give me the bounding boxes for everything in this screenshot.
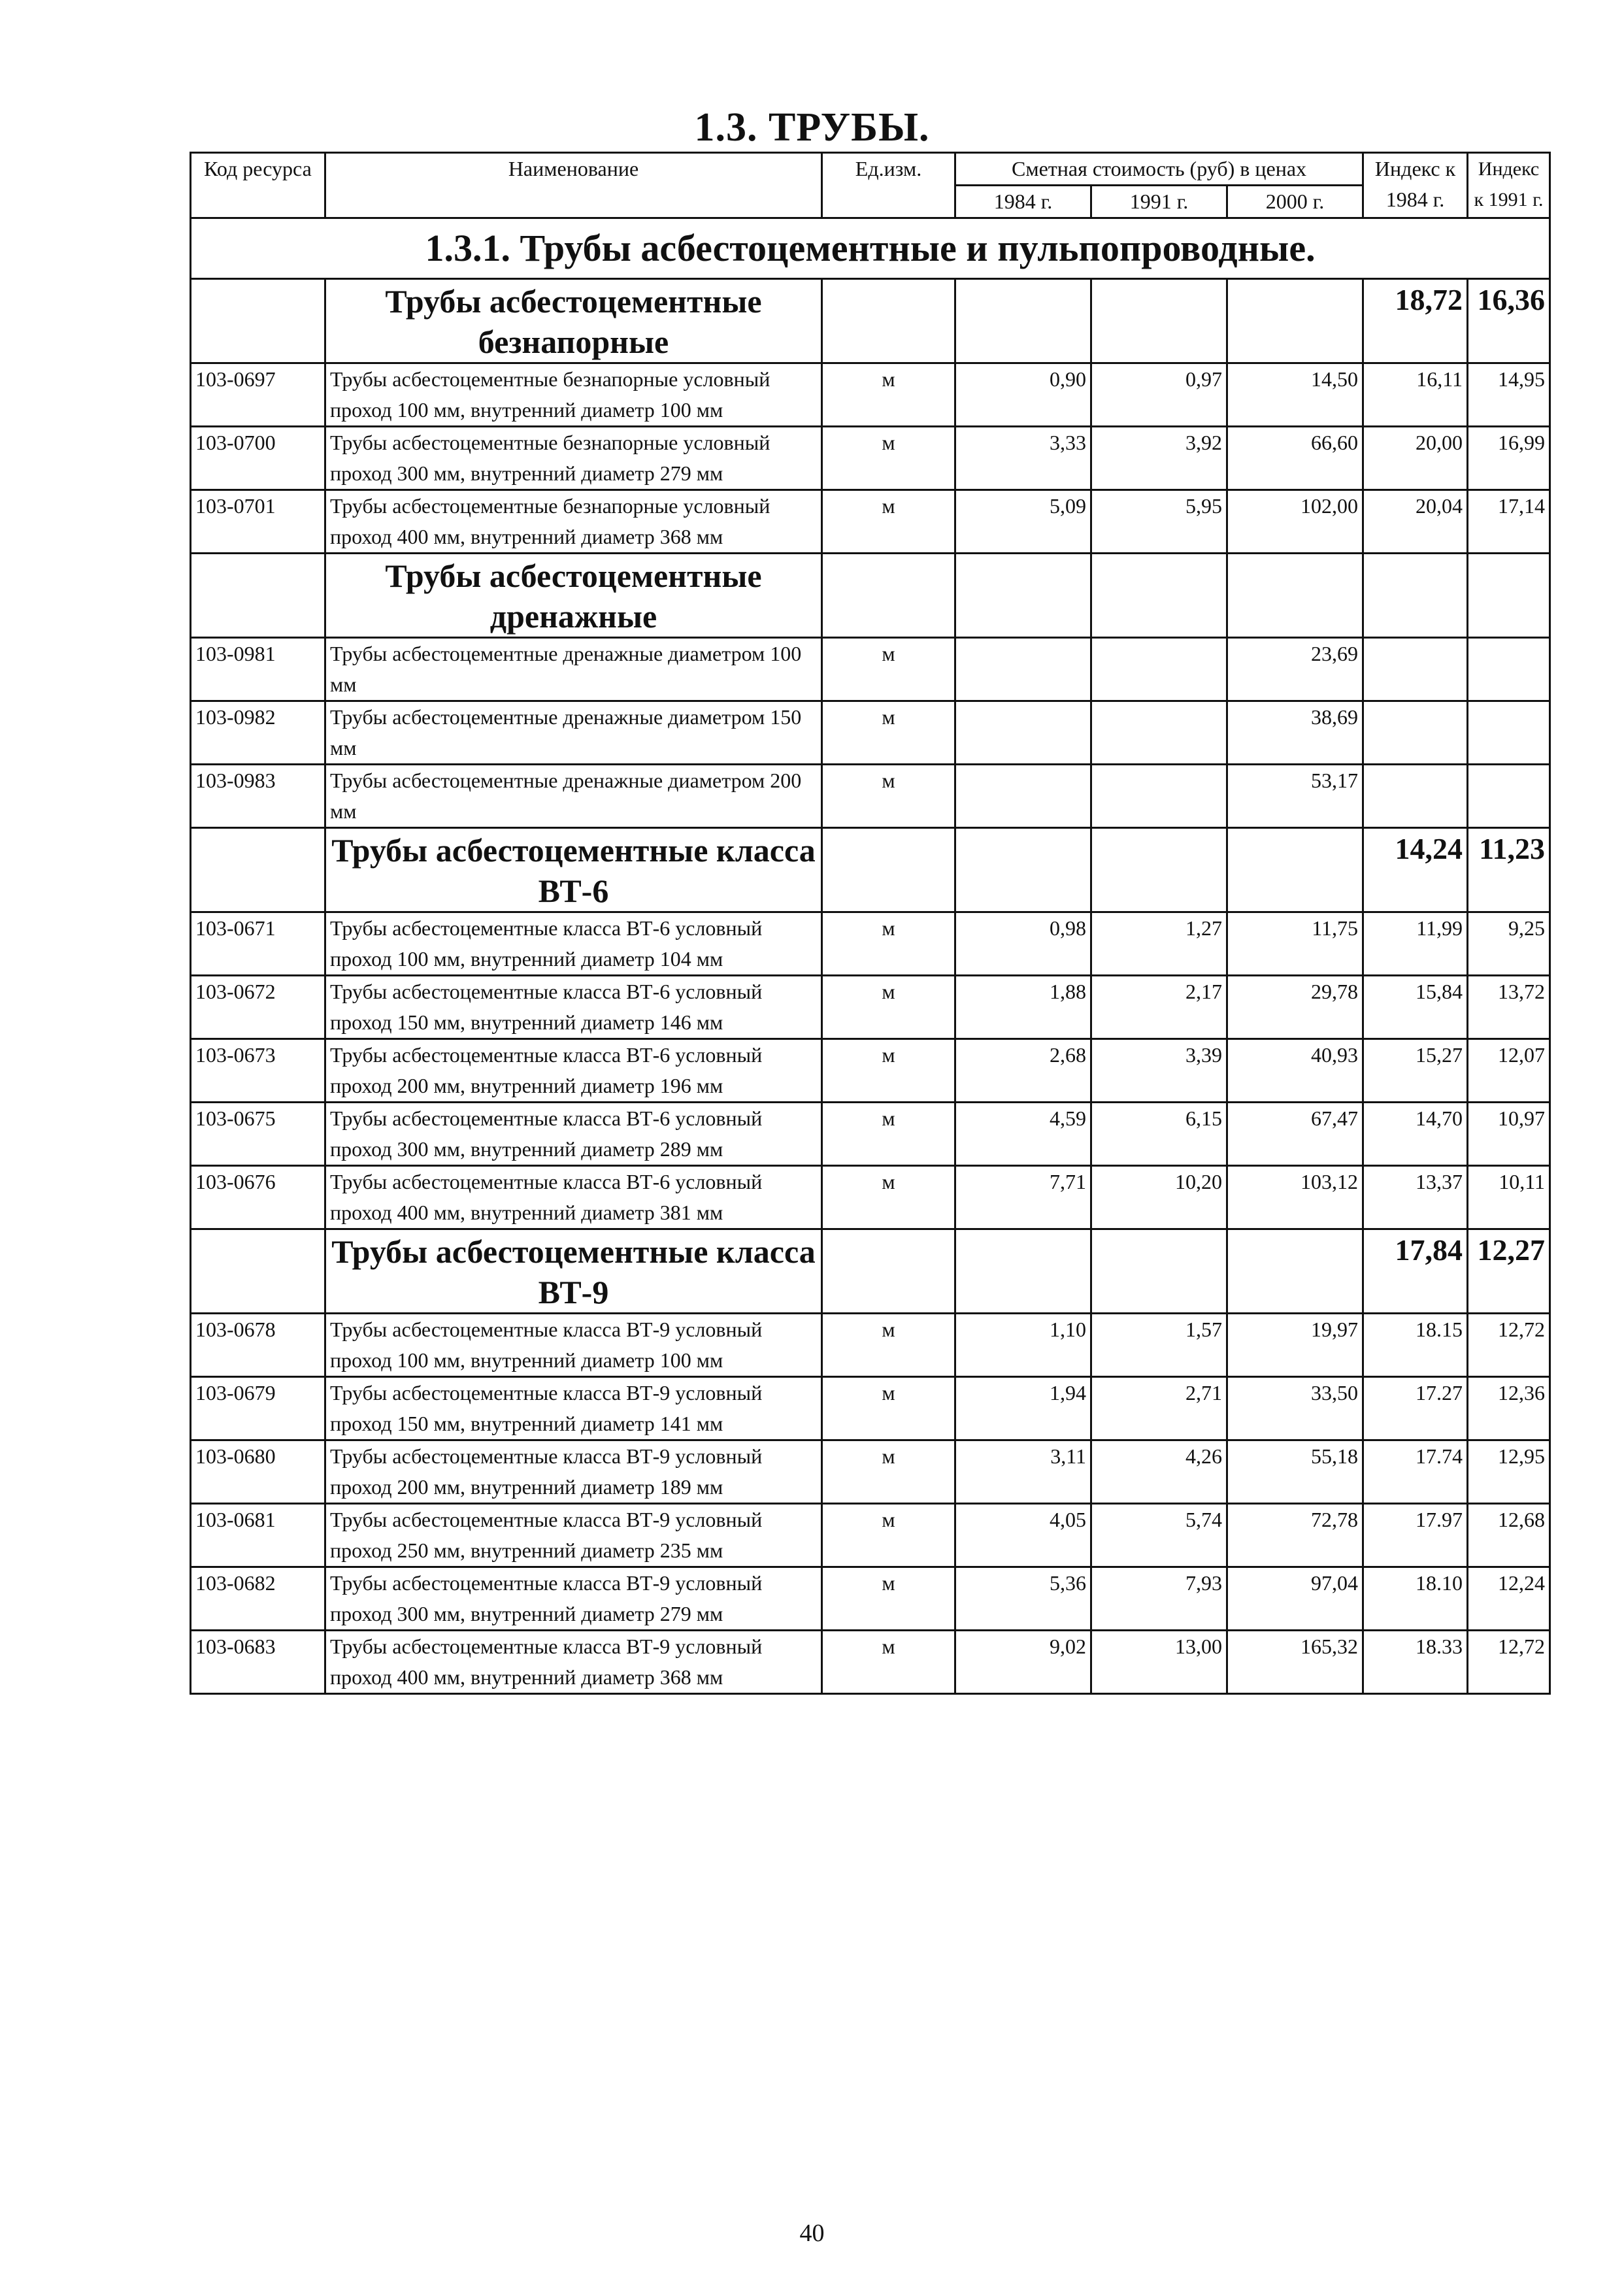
header-unit: Ед.изм. xyxy=(822,153,955,218)
resource-code: 103-0682 xyxy=(191,1567,325,1631)
resource-name: Трубы асбестоцементные класса ВТ-9 условный проход 200 мм, внутренний диаметр 189 мм xyxy=(325,1440,822,1504)
group-price-2000-cell xyxy=(1227,828,1363,912)
table-row xyxy=(191,427,1550,490)
group-price-2000-cell xyxy=(1227,554,1363,638)
unit: м xyxy=(822,1314,955,1377)
index-1991: 9,25 xyxy=(1468,912,1550,976)
page-title: 1.3. ТРУБЫ. xyxy=(694,105,930,150)
price-1984 xyxy=(955,701,1091,765)
index-1984 xyxy=(1363,701,1468,765)
resource-code: 103-0681 xyxy=(191,1504,325,1567)
index-1984: 13,37 xyxy=(1363,1166,1468,1229)
price-2000: 19,97 xyxy=(1227,1314,1363,1377)
price-1984: 1,88 xyxy=(955,976,1091,1039)
resource-code: 103-0700 xyxy=(191,427,325,490)
resource-name: Трубы асбестоцементные безнапорные условный проход 300 мм, внутренний диаметр 279 мм xyxy=(325,427,822,490)
table-row xyxy=(191,1314,1550,1377)
price-1984 xyxy=(955,765,1091,828)
resource-name: Трубы асбестоцементные дренажные диаметром 150 мм xyxy=(325,701,822,765)
index-1991: 13,72 xyxy=(1468,976,1550,1039)
group-price-1991-cell xyxy=(1091,1229,1227,1314)
price-1991: 4,26 xyxy=(1091,1440,1227,1504)
price-table xyxy=(190,152,1551,1695)
section-row xyxy=(191,218,1550,279)
index-1984: 18.15 xyxy=(1363,1314,1468,1377)
resource-name: Трубы асбестоцементные класса ВТ-6 условный проход 300 мм, внутренний диаметр 289 мм xyxy=(325,1103,822,1166)
index-1984: 16,11 xyxy=(1363,363,1468,427)
resource-code: 103-0701 xyxy=(191,490,325,554)
header-year-1984: 1984 г. xyxy=(955,186,1091,218)
resource-name: Трубы асбестоцементные класса ВТ-6 условный проход 400 мм, внутренний диаметр 381 мм xyxy=(325,1166,822,1229)
unit: м xyxy=(822,1567,955,1631)
price-1991 xyxy=(1091,765,1227,828)
price-1991: 1,27 xyxy=(1091,912,1227,976)
price-1991: 3,92 xyxy=(1091,427,1227,490)
unit: м xyxy=(822,1440,955,1504)
resource-code: 103-0675 xyxy=(191,1103,325,1166)
resource-code: 103-0673 xyxy=(191,1039,325,1103)
price-1991: 5,95 xyxy=(1091,490,1227,554)
price-2000: 29,78 xyxy=(1227,976,1363,1039)
price-1991: 2,17 xyxy=(1091,976,1227,1039)
index-1984 xyxy=(1363,638,1468,701)
group-row xyxy=(191,1229,1550,1314)
price-1991: 10,20 xyxy=(1091,1166,1227,1229)
group-name: Трубы асбестоцементные дренажные xyxy=(325,554,822,638)
unit: м xyxy=(822,701,955,765)
group-code-cell xyxy=(191,279,325,363)
price-1984: 9,02 xyxy=(955,1631,1091,1694)
price-2000: 40,93 xyxy=(1227,1039,1363,1103)
price-2000: 102,00 xyxy=(1227,490,1363,554)
price-1984 xyxy=(955,638,1091,701)
group-price-1984-cell xyxy=(955,1229,1091,1314)
group-price-1984-cell xyxy=(955,279,1091,363)
index-1984: 14,70 xyxy=(1363,1103,1468,1166)
group-unit-cell xyxy=(822,279,955,363)
price-1984: 3,11 xyxy=(955,1440,1091,1504)
index-1991: 12,95 xyxy=(1468,1440,1550,1504)
group-code-cell xyxy=(191,1229,325,1314)
index-1984: 17.97 xyxy=(1363,1504,1468,1567)
price-1991: 13,00 xyxy=(1091,1631,1227,1694)
resource-code: 103-0983 xyxy=(191,765,325,828)
index-1991: 12,24 xyxy=(1468,1567,1550,1631)
group-price-1984-cell xyxy=(955,554,1091,638)
group-index-1984: 18,72 xyxy=(1363,279,1468,363)
unit: м xyxy=(822,363,955,427)
price-1991: 1,57 xyxy=(1091,1314,1227,1377)
page-number: 40 xyxy=(799,2219,825,2247)
unit: м xyxy=(822,427,955,490)
index-1984: 15,27 xyxy=(1363,1039,1468,1103)
index-1991: 12,36 xyxy=(1468,1377,1550,1440)
price-2000: 66,60 xyxy=(1227,427,1363,490)
index-1984 xyxy=(1363,765,1468,828)
price-2000: 53,17 xyxy=(1227,765,1363,828)
index-1984: 15,84 xyxy=(1363,976,1468,1039)
index-1991: 12,72 xyxy=(1468,1631,1550,1694)
table-row xyxy=(191,912,1550,976)
group-price-1991-cell xyxy=(1091,828,1227,912)
table-row xyxy=(191,1039,1550,1103)
group-name: Трубы асбестоцементные класса ВТ-6 xyxy=(325,828,822,912)
table-row xyxy=(191,1166,1550,1229)
table-row xyxy=(191,363,1550,427)
group-index-1984: 17,84 xyxy=(1363,1229,1468,1314)
price-1991: 3,39 xyxy=(1091,1039,1227,1103)
header-code: Код ресурса xyxy=(191,153,325,218)
resource-name: Трубы асбестоцементные класса ВТ-9 условный проход 150 мм, внутренний диаметр 141 мм xyxy=(325,1377,822,1440)
resource-code: 103-0982 xyxy=(191,701,325,765)
group-index-1991 xyxy=(1468,554,1550,638)
unit: м xyxy=(822,1631,955,1694)
index-1991: 10,11 xyxy=(1468,1166,1550,1229)
resource-code: 103-0697 xyxy=(191,363,325,427)
price-1991: 0,97 xyxy=(1091,363,1227,427)
price-1984: 1,10 xyxy=(955,1314,1091,1377)
index-1991 xyxy=(1468,701,1550,765)
price-2000: 14,50 xyxy=(1227,363,1363,427)
price-2000: 97,04 xyxy=(1227,1567,1363,1631)
group-index-1991: 16,36 xyxy=(1468,279,1550,363)
index-1991 xyxy=(1468,765,1550,828)
index-1984: 18.33 xyxy=(1363,1631,1468,1694)
index-1984: 11,99 xyxy=(1363,912,1468,976)
index-1991: 12,72 xyxy=(1468,1314,1550,1377)
group-price-1984-cell xyxy=(955,828,1091,912)
price-1984: 1,94 xyxy=(955,1377,1091,1440)
index-1991: 10,97 xyxy=(1468,1103,1550,1166)
group-price-1991-cell xyxy=(1091,554,1227,638)
group-index-1991: 12,27 xyxy=(1468,1229,1550,1314)
price-2000: 165,32 xyxy=(1227,1631,1363,1694)
header-cost-group: Сметная стоимость (руб) в ценах xyxy=(955,153,1363,186)
table-row xyxy=(191,765,1550,828)
resource-code: 103-0679 xyxy=(191,1377,325,1440)
resource-code: 103-0672 xyxy=(191,976,325,1039)
price-1984: 0,90 xyxy=(955,363,1091,427)
header-year-2000: 2000 г. xyxy=(1227,186,1363,218)
table-row xyxy=(191,1103,1550,1166)
price-1984: 7,71 xyxy=(955,1166,1091,1229)
table-row xyxy=(191,1377,1550,1440)
header-name: Наименование xyxy=(325,153,822,218)
table-row xyxy=(191,976,1550,1039)
table-row xyxy=(191,638,1550,701)
index-1991: 17,14 xyxy=(1468,490,1550,554)
unit: м xyxy=(822,1166,955,1229)
unit: м xyxy=(822,765,955,828)
unit: м xyxy=(822,1377,955,1440)
unit: м xyxy=(822,1039,955,1103)
price-2000: 23,69 xyxy=(1227,638,1363,701)
index-1991: 14,95 xyxy=(1468,363,1550,427)
group-index-1991: 11,23 xyxy=(1468,828,1550,912)
resource-name: Трубы асбестоцементные класса ВТ-9 условный проход 250 мм, внутренний диаметр 235 мм xyxy=(325,1504,822,1567)
resource-name: Трубы асбестоцементные безнапорные условный проход 400 мм, внутренний диаметр 368 мм xyxy=(325,490,822,554)
price-2000: 67,47 xyxy=(1227,1103,1363,1166)
unit: м xyxy=(822,912,955,976)
index-1984: 17.74 xyxy=(1363,1440,1468,1504)
price-2000: 11,75 xyxy=(1227,912,1363,976)
resource-code: 103-0683 xyxy=(191,1631,325,1694)
index-1991 xyxy=(1468,638,1550,701)
group-price-2000-cell xyxy=(1227,279,1363,363)
header-row xyxy=(191,153,1550,186)
resource-code: 103-0671 xyxy=(191,912,325,976)
price-2000: 55,18 xyxy=(1227,1440,1363,1504)
index-1991: 16,99 xyxy=(1468,427,1550,490)
price-1984: 4,05 xyxy=(955,1504,1091,1567)
group-unit-cell xyxy=(822,1229,955,1314)
price-1991 xyxy=(1091,638,1227,701)
resource-name: Трубы асбестоцементные дренажные диаметром 100 мм xyxy=(325,638,822,701)
price-2000: 33,50 xyxy=(1227,1377,1363,1440)
resource-name: Трубы асбестоцементные класса ВТ-6 условный проход 150 мм, внутренний диаметр 146 мм xyxy=(325,976,822,1039)
price-1984: 0,98 xyxy=(955,912,1091,976)
price-2000: 38,69 xyxy=(1227,701,1363,765)
group-code-cell xyxy=(191,554,325,638)
price-1984: 3,33 xyxy=(955,427,1091,490)
price-2000: 72,78 xyxy=(1227,1504,1363,1567)
group-index-1984 xyxy=(1363,554,1468,638)
group-name: Трубы асбестоцементные класса ВТ-9 xyxy=(325,1229,822,1314)
resource-code: 103-0981 xyxy=(191,638,325,701)
resource-name: Трубы асбестоцементные класса ВТ-9 условный проход 300 мм, внутренний диаметр 279 мм xyxy=(325,1567,822,1631)
table-row xyxy=(191,1567,1550,1631)
group-row xyxy=(191,279,1550,363)
group-code-cell xyxy=(191,828,325,912)
unit: м xyxy=(822,490,955,554)
table-row xyxy=(191,1631,1550,1694)
resource-name: Трубы асбестоцементные класса ВТ-9 условный проход 100 мм, внутренний диаметр 100 мм xyxy=(325,1314,822,1377)
price-1984: 5,09 xyxy=(955,490,1091,554)
price-1984: 4,59 xyxy=(955,1103,1091,1166)
table-row xyxy=(191,1504,1550,1567)
group-name: Трубы асбестоцементные безнапорные xyxy=(325,279,822,363)
header-index-1984: Индекс к 1984 г. xyxy=(1363,153,1468,218)
price-1984: 5,36 xyxy=(955,1567,1091,1631)
resource-name: Трубы асбестоцементные класса ВТ-6 условный проход 100 мм, внутренний диаметр 104 мм xyxy=(325,912,822,976)
group-index-1984: 14,24 xyxy=(1363,828,1468,912)
index-1984: 18.10 xyxy=(1363,1567,1468,1631)
section-title: 1.3.1. Трубы асбестоцементные и пульпопроводные. xyxy=(191,218,1550,279)
unit: м xyxy=(822,1103,955,1166)
resource-code: 103-0680 xyxy=(191,1440,325,1504)
resource-name: Трубы асбестоцементные класса ВТ-6 условный проход 200 мм, внутренний диаметр 196 мм xyxy=(325,1039,822,1103)
price-1984: 2,68 xyxy=(955,1039,1091,1103)
table-row xyxy=(191,701,1550,765)
header-year-1991: 1991 г. xyxy=(1091,186,1227,218)
index-1984: 17.27 xyxy=(1363,1377,1468,1440)
price-1991: 2,71 xyxy=(1091,1377,1227,1440)
resource-name: Трубы асбестоцементные дренажные диаметром 200 мм xyxy=(325,765,822,828)
group-unit-cell xyxy=(822,554,955,638)
resource-name: Трубы асбестоцементные безнапорные условный проход 100 мм, внутренний диаметр 100 мм xyxy=(325,363,822,427)
index-1984: 20,04 xyxy=(1363,490,1468,554)
group-price-2000-cell xyxy=(1227,1229,1363,1314)
group-unit-cell xyxy=(822,828,955,912)
price-1991: 5,74 xyxy=(1091,1504,1227,1567)
index-1991: 12,07 xyxy=(1468,1039,1550,1103)
unit: м xyxy=(822,976,955,1039)
header-index-1991: Индекс к 1991 г. xyxy=(1468,153,1550,218)
resource-code: 103-0676 xyxy=(191,1166,325,1229)
price-2000: 103,12 xyxy=(1227,1166,1363,1229)
price-1991 xyxy=(1091,701,1227,765)
price-1991: 6,15 xyxy=(1091,1103,1227,1166)
table-row xyxy=(191,490,1550,554)
resource-code: 103-0678 xyxy=(191,1314,325,1377)
group-price-1991-cell xyxy=(1091,279,1227,363)
unit: м xyxy=(822,638,955,701)
index-1991: 12,68 xyxy=(1468,1504,1550,1567)
group-row xyxy=(191,828,1550,912)
index-1984: 20,00 xyxy=(1363,427,1468,490)
group-row xyxy=(191,554,1550,638)
price-1991: 7,93 xyxy=(1091,1567,1227,1631)
table-row xyxy=(191,1440,1550,1504)
resource-name: Трубы асбестоцементные класса ВТ-9 условный проход 400 мм, внутренний диаметр 368 мм xyxy=(325,1631,822,1694)
unit: м xyxy=(822,1504,955,1567)
